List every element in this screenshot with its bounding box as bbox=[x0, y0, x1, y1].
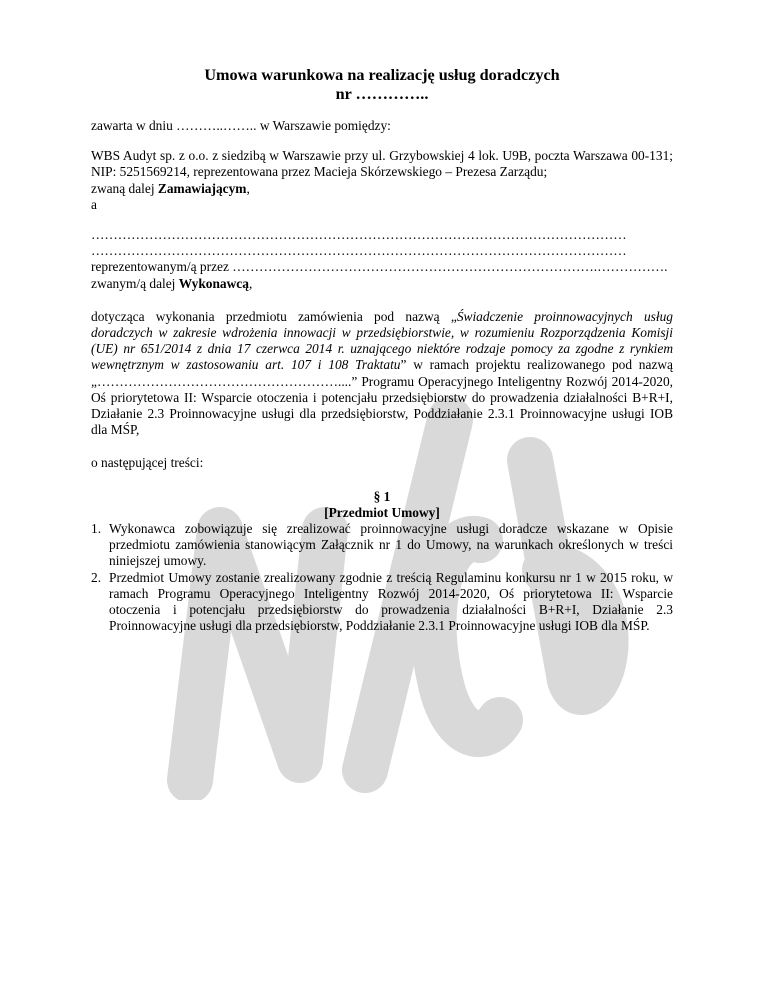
party1-called-prefix: zwaną dalej bbox=[91, 180, 158, 196]
list-item-text: Przedmiot Umowy zostanie zrealizowany zgodnie z treścią Regulaminu konkursu nr 1 w 2015 roku, w ramach Programu Operacyjnego Inteligentny Rozwój 2014-2020, Oś priorytetowa II: Wsparcie otoczenia i potencjału przedsiębiorstw do prowadzenia działalności B+R+I, Działanie 2.3 Proinnowacyjne usługi dla przedsiębiorstw, Poddziałanie 2.3.1 Proinnowacyjne usługi IOB dla MŚP. bbox=[109, 569, 673, 634]
subject-title-italic: Świadczenie proinnowacyjnych usług doradczych w zakresie wdrożenia innowacji w przedsiębiorstwie, w rozumieniu Rozporządzenia Komisji (UE) nr 651/2014 z dnia 17 czerwca 2014 r. uznającego niektóre rodzaje pomocy za zgodne z rynkiem wewnętrznym w zastosowaniu art. 107 i 108 Traktatu bbox=[91, 308, 673, 373]
party-conjunction: a bbox=[91, 196, 97, 212]
party2-called-name: Wykonawcą bbox=[178, 275, 249, 291]
document-body bbox=[91, 66, 673, 634]
party2-blank-line-2: ………………………………………………………………………………………………………… bbox=[91, 243, 627, 259]
party2-called-suffix: , bbox=[248, 275, 253, 291]
party1-called-name: Zamawiającym bbox=[157, 180, 247, 196]
party1-called-suffix: , bbox=[246, 180, 250, 196]
list-item bbox=[91, 570, 673, 635]
list-item-number: 2. bbox=[91, 569, 102, 585]
party2-called bbox=[91, 276, 673, 292]
intro-line: zawarta w dniu ………..…….. w Warszawie pomiędzy: bbox=[91, 118, 391, 133]
party2-blank-line-1: ………………………………………………………………………………………………………… bbox=[91, 227, 627, 243]
subject-prefix: dotycząca wykonania przedmiotu zamówienia pod nazwą „ bbox=[91, 308, 457, 324]
following-content-line: o następującej treści: bbox=[91, 455, 204, 471]
list-item bbox=[91, 521, 673, 570]
document-number: nr ………….. bbox=[335, 85, 429, 103]
party1-called bbox=[91, 181, 673, 197]
section-items bbox=[91, 521, 673, 634]
list-item-number: 1. bbox=[91, 521, 102, 537]
section-heading: [Przedmiot Umowy] bbox=[324, 504, 440, 520]
party2-represented: reprezentowanym/ą przez ……………………………………………………………………….……………. bbox=[91, 259, 668, 275]
subject-paragraph bbox=[91, 309, 673, 439]
section-number: § 1 bbox=[373, 488, 391, 504]
document-title: Umowa warunkowa na realizację usług doradczych bbox=[204, 66, 560, 84]
party2-called-prefix: zwanym/ą dalej bbox=[91, 275, 179, 291]
subject-suffix: ” w ramach projektu realizowanego pod nazwą „………………………………………………....” Programu Operacyjnego Inteligentny Rozwój 2014-2020, Oś priorytetowa II: Wsparcie otoczenia i potencjału przedsiębiorstw do prowadzenia działalności B+R+I, Działanie 2.3 Proinnowacyjne usługi dla przedsiębiorstw, Poddziałanie 2.3.1 Proinnowacyjne usługi IOB dla MŚP, bbox=[91, 357, 673, 438]
list-item-text: Wykonawca zobowiązuje się zrealizować proinnowacyjne usługi doradcze wskazane w Opisie przedmiotu zamówienia stanowiącym Załącznik nr 1 do Umowy, na warunkach określonych w treści niniejszej umowy. bbox=[109, 521, 673, 569]
party1-details: WBS Audyt sp. z o.o. z siedzibą w Warszawie przy ul. Grzybowskiej 4 lok. U9B, poczta Warszawa 00-131; NIP: 5251569214, reprezentowana przez Macieja Skórzewskiego – Prezesa Zarządu; bbox=[91, 148, 673, 180]
